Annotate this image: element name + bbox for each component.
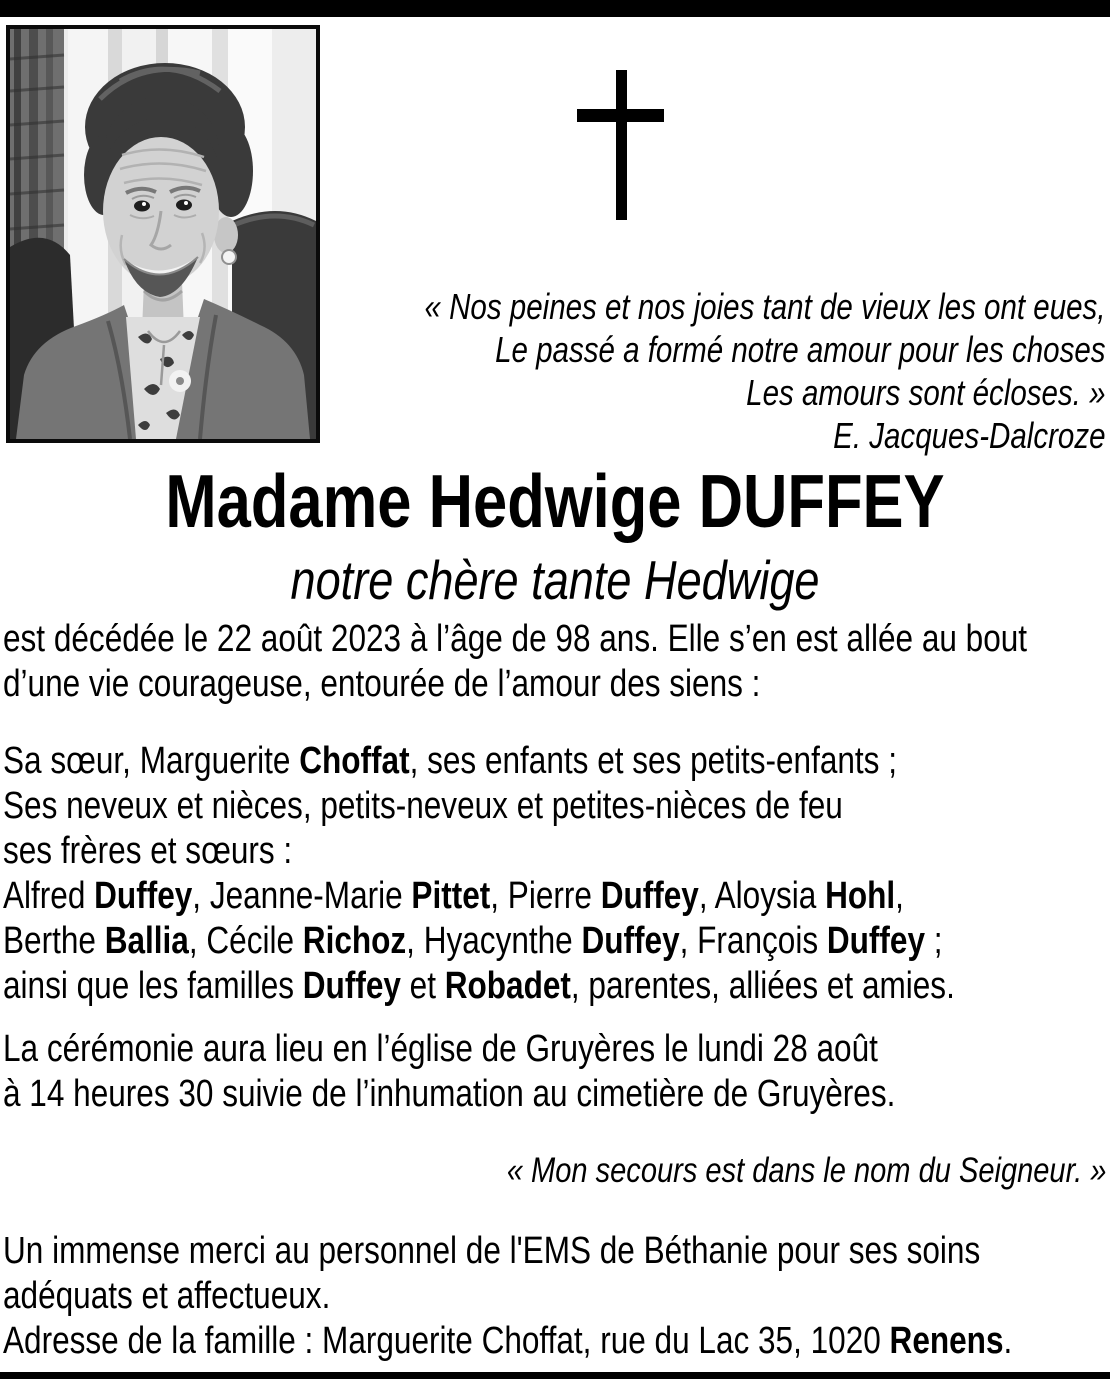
text-line: d’une vie courageuse, entourée de l’amour des siens :: [3, 663, 761, 705]
text-line: « Nos peines et nos joies tant de vieux les ont eues,: [424, 286, 1106, 327]
ceremony-details-paragraph: [3, 1027, 895, 1117]
text-line: Le passé a formé notre amour pour les choses: [495, 329, 1106, 370]
text-line: à 14 heures 30 suivie de l’inhumation au cimetière de Gruyères.: [3, 1073, 896, 1115]
memorial-quote: [425, 285, 1106, 457]
text-line: Adresse de la famille : Marguerite Choffat, rue du Lac 35, 1020 Renens.: [3, 1320, 1013, 1362]
text-line: Ses neveux et nièces, petits-neveux et petites-nièces de feu: [3, 785, 843, 827]
text-line: Les amours sont écloses. »: [746, 372, 1106, 413]
text-line: La cérémonie aura lieu en l’église de Gruyères le lundi 28 août: [3, 1028, 878, 1070]
deceased-name-title: Madame Hedwige DUFFEY: [165, 459, 945, 543]
text-line: Berthe Ballia, Cécile Richoz, Hyacynthe Duffey, François Duffey ;: [3, 920, 943, 962]
bottom-border-bar: [0, 1372, 1110, 1379]
top-border-bar: [0, 0, 1110, 17]
closing-thanks-address-paragraph: [3, 1229, 1012, 1364]
portrait-photo: [6, 25, 320, 443]
scripture-quote: « Mon secours est dans le nom du Seigneur. »: [506, 1151, 1106, 1190]
text-line: Alfred Duffey, Jeanne-Marie Pittet, Pierre Duffey, Aloysia Hohl,: [3, 875, 904, 917]
text-line: Un immense merci au personnel de l'EMS de Béthanie pour ses soins: [3, 1230, 981, 1272]
text-line: ses frères et sœurs :: [3, 830, 293, 872]
portrait-illustration: [10, 29, 316, 439]
text-line: E. Jacques-Dalcroze: [833, 415, 1106, 456]
deceased-relation-subtitle: notre chère tante Hedwige: [290, 549, 820, 611]
death-announcement-paragraph: [3, 617, 1027, 707]
text-line: ainsi que les familles Duffey et Robadet, parentes, alliées et amies.: [3, 965, 955, 1007]
latin-cross-icon: [577, 70, 664, 220]
text-line: adéquats et affectueux.: [3, 1275, 331, 1317]
text-line: Sa sœur, Marguerite Choffat, ses enfants et ses petits-enfants ;: [3, 740, 897, 782]
family-members-paragraph: [3, 739, 955, 1009]
text-line: est décédée le 22 août 2023 à l’âge de 98 ans. Elle s’en est allée au bout: [3, 618, 1028, 660]
